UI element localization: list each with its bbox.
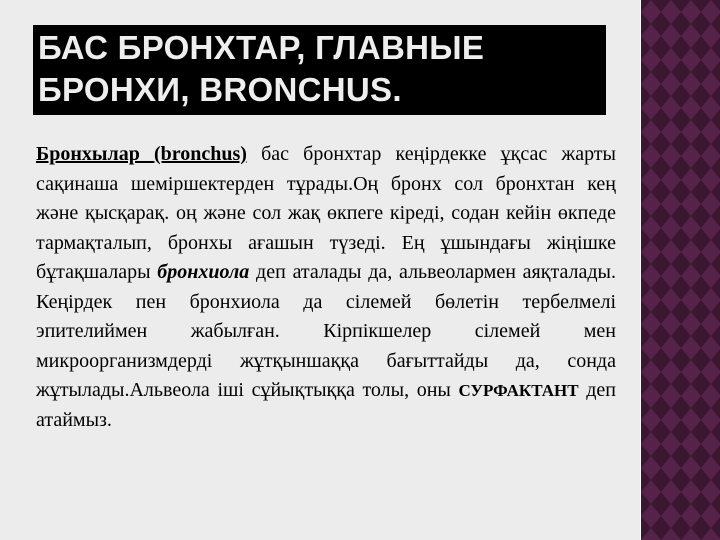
term-bronchus: Бронхылар (bronchus) — [36, 143, 247, 165]
body-text-part-2: деп аталады да, альвеолармен аяқталады. Кеңірдек пен бронхиола да сілемей бөлетін тербелмелі эпителиймен жабылған. Кірпікшелер сілемей мен микроорганизмдерді жұтқыншаққа бағыттайды да, сонда жұтылады.Альвеола іші сұйықтыққа толы, оны — [36, 261, 616, 401]
sidebar-fill — [641, 0, 720, 540]
title-line-1: БАС БРОНХТАР, ГЛАВНЫЕ — [38, 29, 485, 66]
term-bronchiole: бронхиола — [157, 261, 250, 283]
title-line-2: БРОНХИ, BRONCHUS. — [38, 71, 402, 108]
decorative-sidebar — [641, 0, 720, 540]
body-text-part-3: деп атаймыз. — [36, 379, 616, 431]
body-paragraph — [36, 140, 616, 435]
sidebar-pattern — [641, 0, 720, 540]
term-surfactant: СУРФАКТАНТ — [458, 381, 579, 400]
body-text-part-1: бас бронхтар кеңірдекке ұқсас жарты сақинаша шеміршектерден тұрады.Оң бронх сол бронхтан кең және қысқарақ. оң және сол жақ өкпеге кіреді, содан кейін өкпеде тармақталып, бронхы ағашын түзеді. Ең ұшындағы жіңішке бұтақшалары — [36, 143, 616, 283]
title-box — [33, 25, 606, 115]
